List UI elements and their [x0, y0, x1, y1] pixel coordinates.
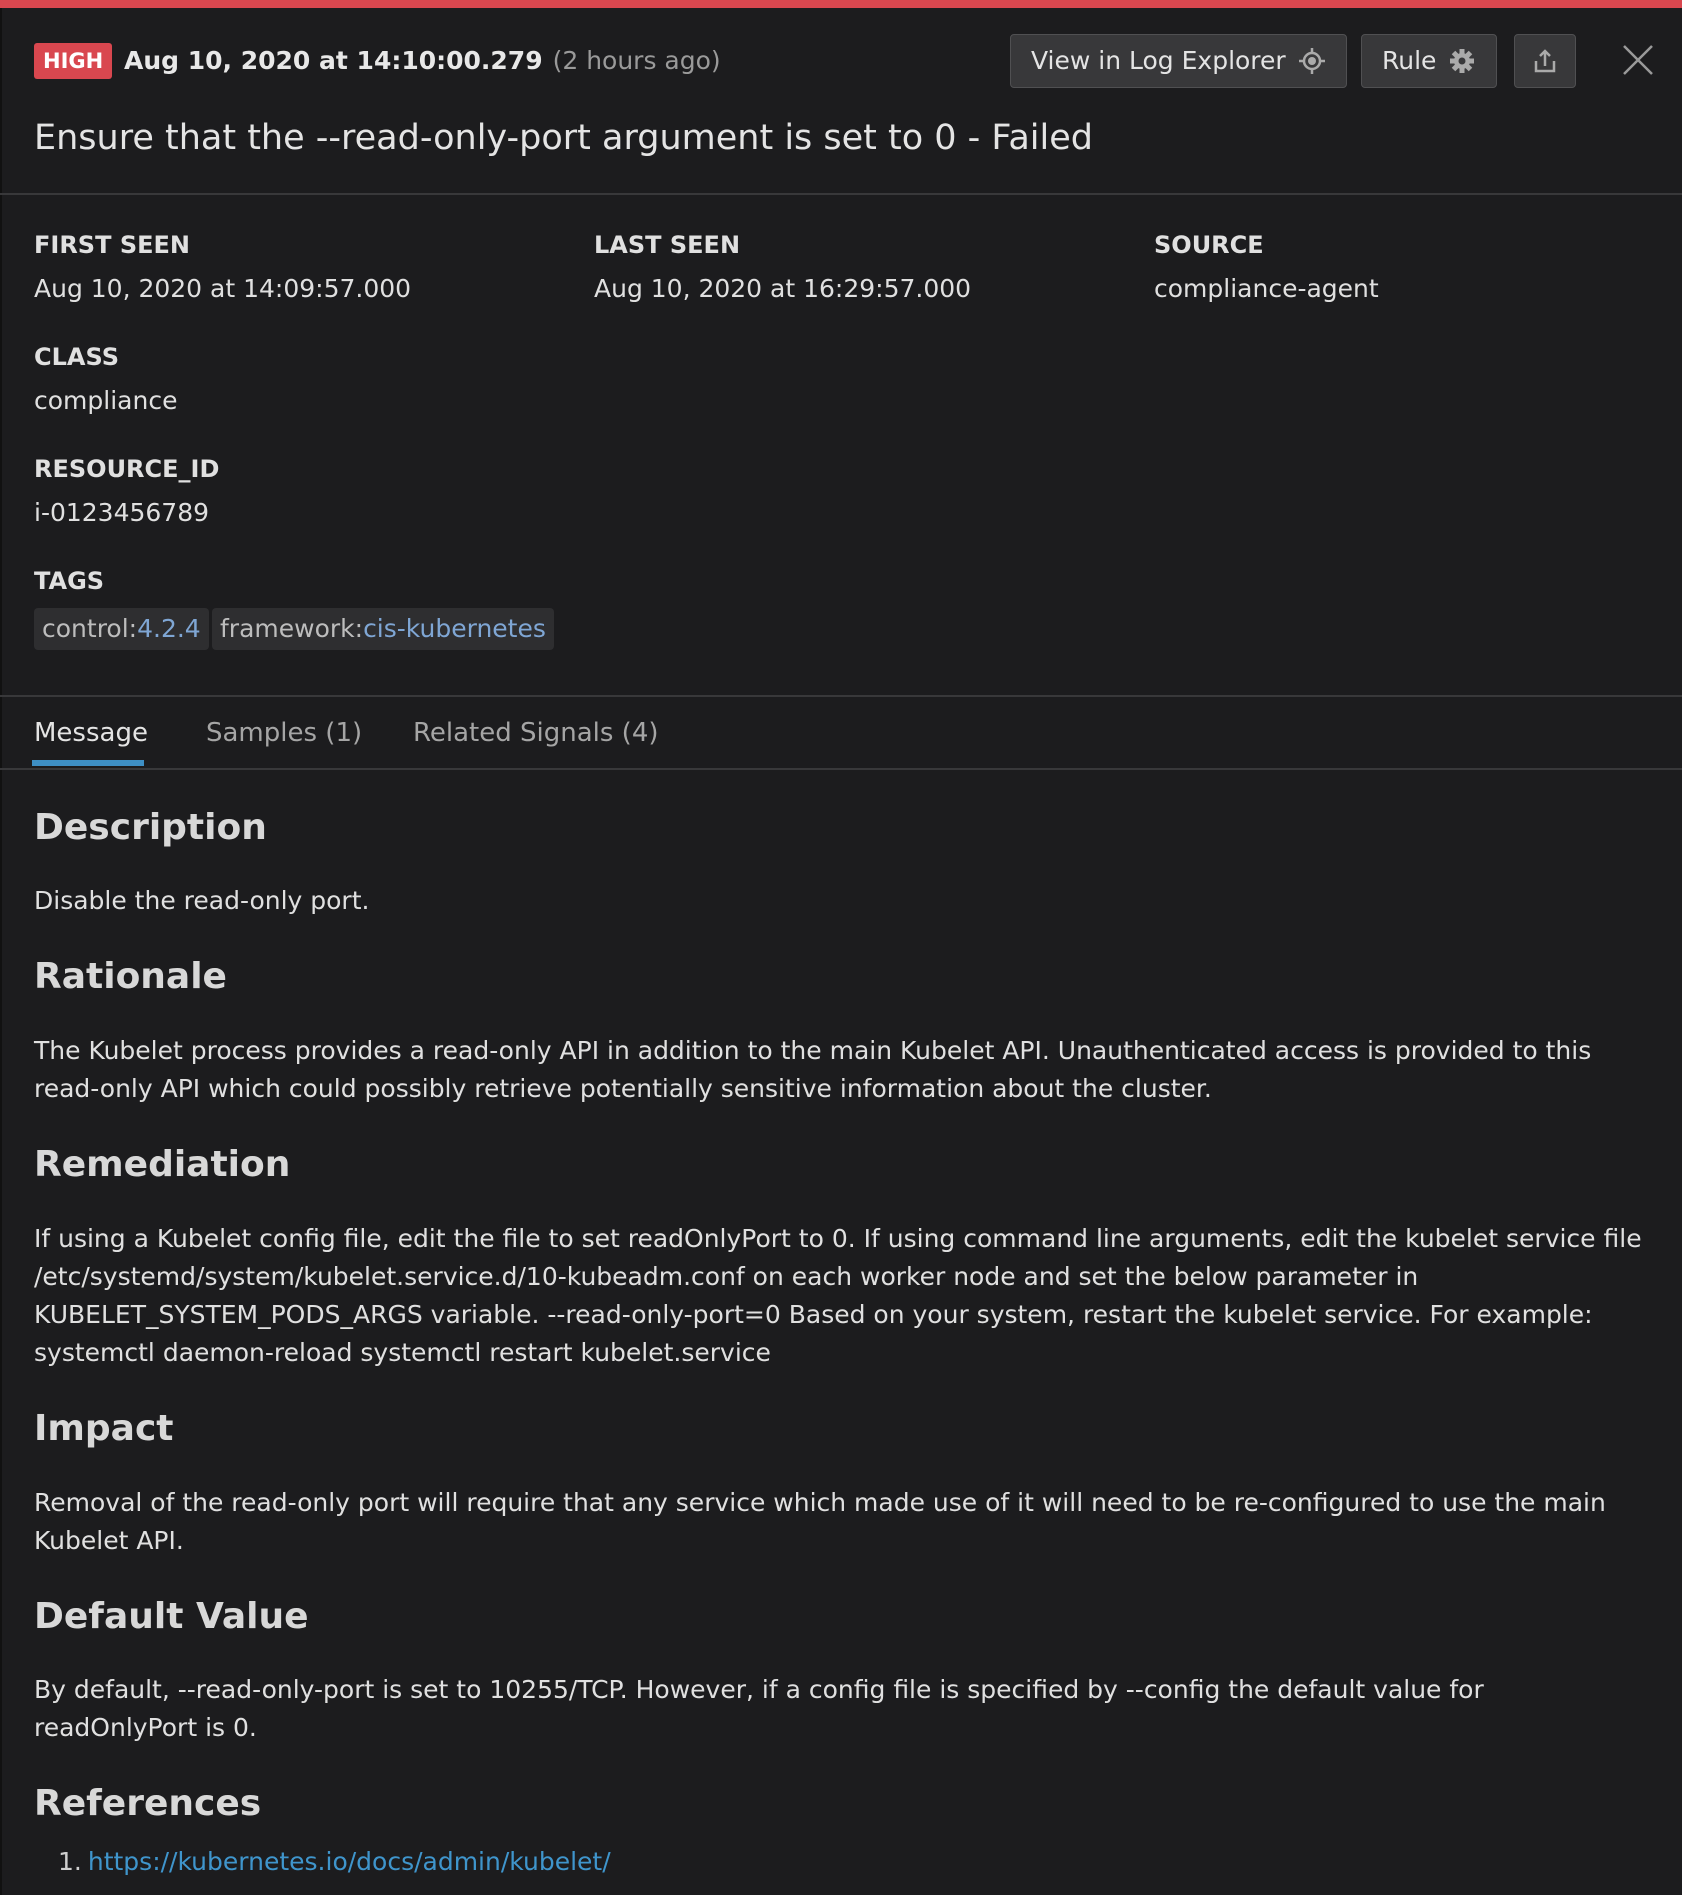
share-icon	[1531, 47, 1559, 75]
resource-id-label: RESOURCE_ID	[34, 455, 220, 483]
view-in-log-explorer-label: View in Log Explorer	[1031, 46, 1286, 75]
active-tab-indicator	[32, 760, 144, 766]
resource-id-value: i-0123456789	[34, 498, 210, 527]
class-value: compliance	[34, 386, 178, 415]
divider	[0, 768, 1682, 770]
tag-value: cis-kubernetes	[363, 614, 546, 643]
impact-text: Removal of the read-only port will require that any service which made use of it will need to be re-configured to use the main Kubelet API.	[34, 1488, 1606, 1555]
remediation-heading: Remediation	[34, 1144, 291, 1185]
tab-related-signals[interactable]: Related Signals (4)	[413, 718, 659, 748]
resource-id-field	[34, 454, 219, 529]
class-field	[34, 342, 177, 417]
references-heading: References	[34, 1783, 262, 1824]
divider	[0, 695, 1682, 697]
class-label: CLASS	[34, 343, 119, 371]
severity-color-bar	[0, 0, 1682, 8]
last-seen-label: LAST SEEN	[594, 231, 741, 259]
tag-key: control:	[42, 614, 138, 643]
description-heading: Description	[34, 807, 267, 848]
share-button[interactable]	[1514, 34, 1576, 88]
last-seen-value: Aug 10, 2020 at 16:29:57.000	[594, 274, 972, 303]
impact-heading: Impact	[34, 1408, 174, 1449]
default-value-heading: Default Value	[34, 1596, 309, 1637]
rationale-heading: Rationale	[34, 956, 227, 997]
first-seen-label: FIRST SEEN	[34, 231, 190, 259]
tag-key: framework:	[220, 614, 364, 643]
divider	[0, 193, 1682, 195]
timestamp-text: Aug 10, 2020 at 14:10:00.279	[124, 46, 543, 75]
last-seen-field	[594, 230, 971, 305]
default-value-text: By default, --read-only-port is set to 10255/TCP. However, if a config file is specified by --config the default value for readOnlyPort is 0.	[34, 1675, 1484, 1742]
tag-chip[interactable]	[212, 608, 554, 650]
view-in-log-explorer-button[interactable]	[1010, 34, 1347, 88]
source-field	[1154, 230, 1379, 305]
description-text: Disable the read-only port.	[34, 886, 370, 915]
remediation-text: If using a Kubelet config file, edit the file to set readOnlyPort to 0. If using command line arguments, edit the kubelet service file /etc/systemd/system/kubelet.service.d/10-kubeadm.conf on each worker node and set the below parameter in KUBELET_SYSTEM_PODS_ARGS variable. --read-only-port=0 Based on your system, restart the kubelet service. For example: systemctl daemon-reload systemctl restart kubelet.service	[34, 1224, 1642, 1367]
relative-time: (2 hours ago)	[552, 46, 721, 75]
severity-badge: HIGH	[34, 43, 112, 79]
first-seen-field	[34, 230, 411, 305]
first-seen-value: Aug 10, 2020 at 14:09:57.000	[34, 274, 412, 303]
tag-chip[interactable]	[34, 608, 209, 650]
tab-samples[interactable]: Samples (1)	[206, 718, 363, 748]
gear-icon	[1448, 47, 1476, 75]
panel-edge	[0, 8, 2, 1895]
reference-item	[58, 1843, 611, 1881]
reference-link[interactable]: https://kubernetes.io/docs/admin/kubelet/	[87, 1847, 611, 1876]
tag-value: 4.2.4	[137, 614, 201, 643]
rule-button[interactable]	[1361, 34, 1497, 88]
reference-number: 1.	[58, 1847, 82, 1876]
signal-timestamp	[124, 45, 721, 77]
rule-label: Rule	[1382, 46, 1437, 75]
crosshair-icon	[1298, 47, 1326, 75]
tab-message[interactable]: Message	[34, 718, 148, 748]
close-icon[interactable]	[1622, 44, 1654, 76]
signal-title: Ensure that the --read-only-port argument is set to 0 - Failed	[34, 118, 1093, 158]
source-label: SOURCE	[1154, 231, 1264, 259]
tags-label: TAGS	[34, 567, 105, 595]
rationale-text: The Kubelet process provides a read-only API in addition to the main Kubelet API. Unauthenticated access is provided to this read-only API which could possibly retrieve potentially sensitive information about the cluster.	[34, 1036, 1592, 1103]
source-value: compliance-agent	[1154, 274, 1379, 303]
